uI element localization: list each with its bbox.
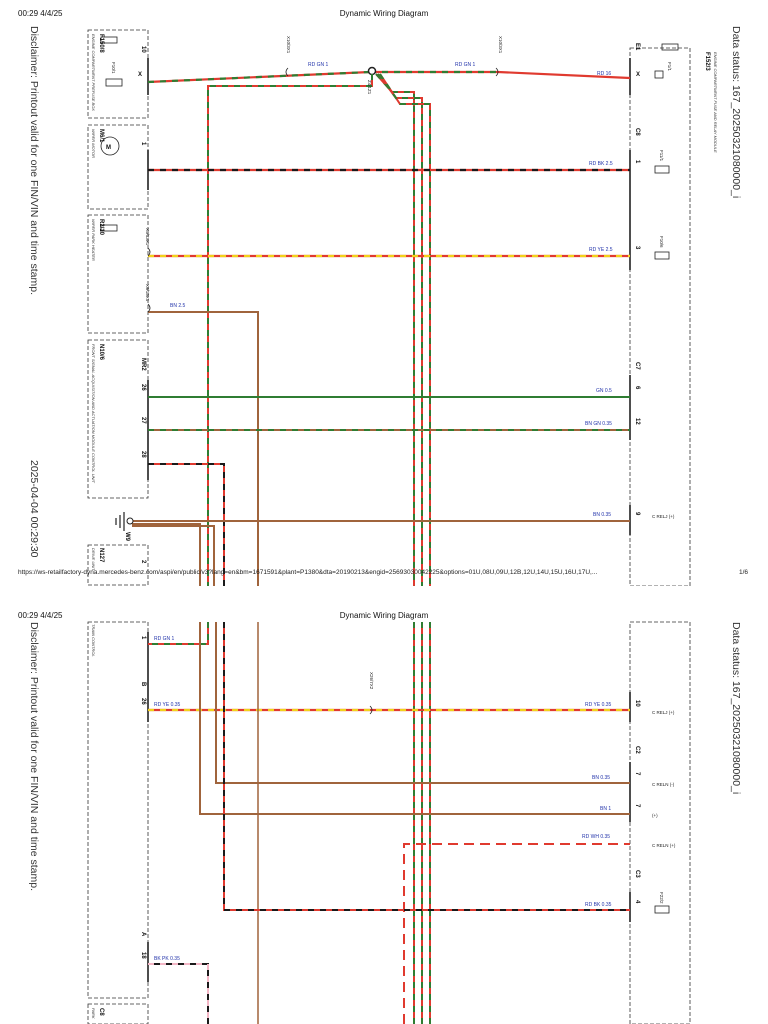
component-code: N10/6 [98,344,104,361]
connector-label: X26/7X2 [369,672,374,690]
wire-label: RD YE 0.35 [154,702,181,708]
component-desc: WIPER MOTOR [91,129,96,159]
wire-label: RD GN 1 [308,62,329,68]
pin-number: 10 [634,700,640,707]
pin-number: 3 [634,246,640,250]
pin-number: 1 [140,636,146,640]
data-status: Data status: 167_20250321080000_i [730,622,742,795]
component-code: C8 [98,1008,104,1016]
connector-label: X9/13X1 [145,228,150,246]
wire-label: BN 0.35 [592,775,611,781]
wire-label: BK PK 0.35 [154,956,180,962]
component-code: F152/3 [704,52,710,71]
relay-note: C RELJ (+) [652,514,675,519]
pin-number: 1 [140,142,146,146]
fuse-label: F11/1 [659,150,664,162]
source-url[interactable]: https://ws-retailfactory-dyna.mercedes-benz.com/aspi/en/public/v3?lang=en&bm=1671591&plant=P1380&dta=20190213&engid=25693030042225&options=01U,08U,09U,12B,12U,14U,15U,16U,17U,... [18,569,598,576]
component-box-m6-1 [88,125,148,209]
component-code: W9 [124,532,130,541]
disclaimer: Disclaimer: Printout valid for one FIN/VIN and time stamp. [28,622,40,892]
component-box-right [630,622,690,1024]
component-desc: ENGINE COMPARTMENT PREFUSE BOX [91,34,96,111]
wire-label: RD YE 2.5 [589,247,613,253]
pin-number: X [636,72,641,78]
pin-number: 1 [634,160,640,164]
print-timestamp: 00:29 4/4/25 [18,9,63,18]
pin-number: 10 [140,46,146,53]
pin-number: 12 [634,418,640,425]
wire-label: BN 0.35 [593,512,612,518]
wire-label: BN 1 [600,806,612,812]
pin-number: 28 [140,451,146,458]
pin-number: 7 [634,804,640,808]
block-label: E1 [634,43,640,51]
motor-symbol: M [106,145,111,151]
page-2 [0,602,768,1024]
page-title: Dynamic Wiring Diagram [339,9,429,18]
component-desc: ENGINE COMPARTMENT FUSE AND RELAY MODULE [713,52,718,153]
pin-number: B [140,682,146,687]
connector-label: X10/3X1 [286,36,291,54]
fuse-label: F22/2 [659,892,664,904]
component-box-n10-6 [88,340,148,498]
pin-number: 7 [634,772,640,776]
pin-number: 18 [140,952,146,959]
wire-label: RD BK 0.35 [585,902,612,908]
component-box-r2-10 [88,215,148,333]
block-label: C2 [634,746,640,754]
component-desc: PARK [91,1008,96,1019]
component-box-c8 [88,1004,148,1024]
print-timestamp: 00:29 4/4/25 [18,611,63,620]
pin-number: 26 [140,384,146,391]
component-desc: TRAIN CONTROL [91,624,96,657]
connector-label: X10/3X1 [498,36,503,54]
splice-label: Z4/1Z1 [367,80,372,95]
wire-label: GN 0.5 [596,388,612,394]
wire-label: RD 16 [597,71,612,77]
pin-number: 6 [634,386,640,390]
pin-number: 26 [140,698,146,705]
pin-number: 27 [140,417,146,424]
wire-label: RD YE 0.35 [585,702,612,708]
component-desc: WIPER PARK HEATER [91,219,96,261]
component-desc: DRIVE UNIT [91,548,96,571]
wire-label: RD BK 2.5 [589,161,613,167]
document-timestamp: 2025-04-04 00:29:30 [28,460,40,558]
connector-label: X9/13X1 [145,284,150,302]
relay-note: C RELN (-) [652,782,675,787]
relay-note: C RELN (+) [652,843,676,848]
block-label: C8 [634,128,640,136]
wire-label: RD GN 1 [455,62,476,68]
relay-note: (+) [652,813,658,818]
pin-number: X [138,72,143,78]
component-box-n127 [88,545,148,585]
page-number: 1/6 [738,569,748,576]
data-status: Data status: 167_20250321080000_i [730,26,742,199]
wire-label: BN 2.5 [170,303,186,309]
relay-note: C RELJ (+) [652,710,675,715]
wire-label: RD WH 0.35 [582,834,611,840]
component-box-left [88,622,148,998]
component-code: F150/8 [98,34,104,53]
pin-number: 2 [140,560,146,564]
wire-label: BN GN 0.35 [585,421,612,427]
component-desc: FRONT SIGNAL ACQUISITION AND ACTUATION MODULE CONTROL UNIT [91,344,96,483]
fuse-label: F1/1 [667,62,672,72]
disclaimer: Disclaimer: Printout valid for one FIN/VIN and time stamp. [28,26,40,296]
fuse-label: F10/6 [659,236,664,248]
pin-number: A [140,932,146,937]
block-label: C3 [634,870,640,878]
component-code: R2/10 [98,219,104,236]
wire-label: RD GN 1 [154,636,175,642]
component-code: M6/1 [98,129,104,143]
fuse-label: F10/1 [111,62,116,74]
module-label: MR2 [140,358,146,371]
pin-number: 9 [634,512,640,516]
wiring-diagram-page-2 [0,602,768,1024]
block-label: C7 [634,362,640,370]
pin-number: 4 [634,900,640,904]
component-code: N127 [98,548,104,563]
page-title: Dynamic Wiring Diagram [339,611,429,620]
